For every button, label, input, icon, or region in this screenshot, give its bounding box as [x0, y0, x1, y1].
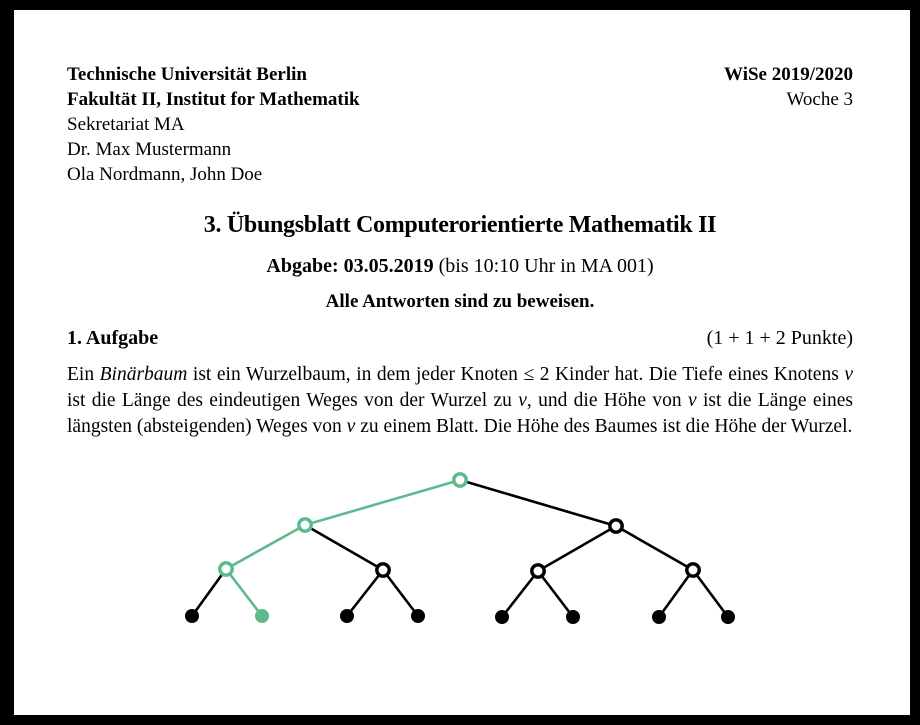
- text-segment: ist ein Wurzelbaum, in dem jeder Knoten ≤ 2 Kinder hat. Die Tiefe eines Knotens: [187, 364, 845, 385]
- tree-leaf-node: [566, 610, 580, 624]
- submission-line: [67, 253, 853, 279]
- tree-edge-highlighted: [226, 525, 305, 569]
- tree-inner-node-highlighted: [299, 519, 311, 531]
- italic-term: Binärbaum: [99, 364, 188, 385]
- tree-edge: [192, 569, 226, 616]
- header-line: Technische Universität Berlin: [67, 64, 307, 85]
- header-line: Sekretariat MA: [67, 114, 185, 135]
- tree-inner-node: [532, 565, 544, 577]
- header-right-block: [724, 62, 853, 112]
- text-segment: zu einem Blatt. Die Höhe des Baumes ist die Höhe der Wurzel.: [355, 416, 853, 437]
- tree-leaf-node: [185, 609, 199, 623]
- tree-leaf-node: [411, 609, 425, 623]
- tree-edge: [383, 570, 418, 616]
- exercise-paragraph: [67, 362, 853, 440]
- header-line: Fakultät II, Institut for Mathematik: [67, 89, 360, 110]
- text-segment: , und die Höhe von: [526, 390, 688, 411]
- text-segment: Ein: [67, 364, 100, 385]
- italic-term: v: [346, 416, 356, 437]
- exercise-label: 1. Aufgabe: [67, 327, 159, 349]
- italic-term: v: [844, 364, 853, 385]
- exercise-points: (1 + 1 + 2 Punkte): [706, 327, 853, 349]
- tree-edge: [347, 570, 383, 616]
- italic-term: v: [518, 390, 527, 411]
- exercise-header-row: [67, 325, 853, 351]
- tree-inner-node-highlighted: [454, 474, 466, 486]
- tree-inner-node: [610, 520, 622, 532]
- document-header: [67, 62, 853, 187]
- tree-edge-highlighted: [305, 480, 460, 525]
- header-line: Dr. Max Mustermann: [67, 139, 232, 160]
- tree-inner-node: [687, 564, 699, 576]
- submission-date: Abgabe: 03.05.2019: [266, 255, 434, 277]
- tree-inner-node: [377, 564, 389, 576]
- tree-edge: [616, 526, 693, 570]
- text-segment: ist die Länge eines längsten (absteigenden) Weges von: [67, 390, 853, 437]
- tree-edge: [460, 480, 616, 526]
- tree-leaf-node: [721, 610, 735, 624]
- tree-edge: [305, 525, 383, 570]
- tree-inner-node-highlighted: [220, 563, 232, 575]
- tree-edge: [693, 570, 728, 617]
- header-line: Ola Nordmann, John Doe: [67, 164, 263, 185]
- submission-details: (bis 10:10 Uhr in MA 001): [433, 255, 654, 277]
- text-segment: ist die Länge des eindeutigen Weges von der Wurzel zu: [67, 390, 519, 411]
- proof-note: Alle Antworten sind zu beweisen.: [325, 291, 595, 312]
- italic-term: v: [687, 390, 697, 411]
- tree-edge-highlighted: [226, 569, 262, 616]
- binary-tree-figure: [67, 449, 853, 639]
- tree-leaf-node-highlighted: [255, 609, 269, 623]
- tree-leaf-node: [340, 609, 354, 623]
- sheet-title: 3. Übungsblatt Computerorientierte Mathematik II: [203, 212, 717, 238]
- tree-edge: [538, 526, 616, 571]
- header-line: WiSe 2019/2020: [724, 64, 853, 85]
- tree-edge: [538, 571, 573, 617]
- tree-leaf-node: [495, 610, 509, 624]
- header-left-block: [67, 62, 360, 187]
- header-line: Woche 3: [786, 89, 853, 110]
- tree-edge: [502, 571, 538, 617]
- tree-edge: [659, 570, 693, 617]
- tree-leaf-node: [652, 610, 666, 624]
